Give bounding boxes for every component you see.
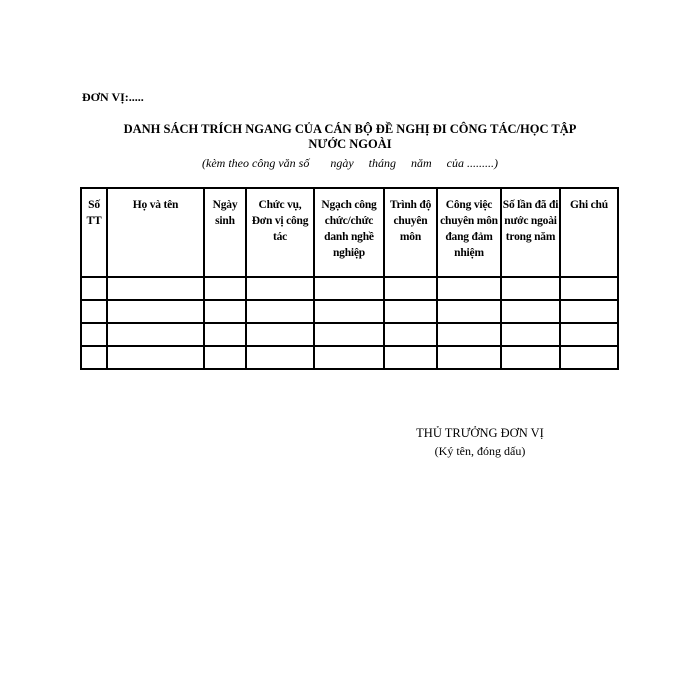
table-cell [314, 277, 384, 300]
table-cell [204, 323, 246, 346]
signature-title: THỦ TRƯỞNG ĐƠN VỊ [416, 426, 544, 440]
table-cell [501, 277, 560, 300]
table-cell [437, 277, 501, 300]
table-header-row [81, 188, 618, 277]
table-cell [246, 300, 314, 323]
table-row [81, 346, 618, 369]
table-cell [501, 300, 560, 323]
table-cell [81, 277, 107, 300]
table-cell [384, 300, 437, 323]
table-cell [246, 277, 314, 300]
table-cell [437, 323, 501, 346]
table-cell [204, 277, 246, 300]
table-row [81, 300, 618, 323]
table-cell [81, 346, 107, 369]
table-cell [314, 346, 384, 369]
table-cell [560, 277, 618, 300]
table-cell [314, 323, 384, 346]
table-cell [204, 346, 246, 369]
title-line-1: DANH SÁCH TRÍCH NGANG CỦA CÁN BỘ ĐỀ NGHỊ ĐI CÔNG TÁC/HỌC TẬP [123, 122, 577, 136]
document-title [80, 122, 620, 152]
title-line-2: NƯỚC NGOÀI [308, 137, 392, 151]
table-cell [384, 323, 437, 346]
signature-note: (Ký tên, đóng dấu) [434, 444, 526, 458]
table-cell [81, 300, 107, 323]
staff-list-table [80, 187, 619, 370]
table-row [81, 323, 618, 346]
table-cell [107, 346, 204, 369]
table-cell [246, 346, 314, 369]
table-cell [81, 323, 107, 346]
col-header-position-unit: Chức vụ, Đơn vị công tác [246, 188, 314, 277]
table-cell [384, 346, 437, 369]
col-header-stt: Số TT [81, 188, 107, 277]
table-cell [384, 277, 437, 300]
col-header-current-work: Công việc chuyên môn đang đảm nhiệm [437, 188, 501, 277]
table-cell [204, 300, 246, 323]
table-cell [501, 323, 560, 346]
col-header-qualification: Trình độ chuyên môn [384, 188, 437, 277]
table-cell [560, 323, 618, 346]
col-header-notes: Ghi chú [560, 188, 618, 277]
table-row [81, 277, 618, 300]
table-cell [107, 323, 204, 346]
table-cell [437, 346, 501, 369]
col-header-date-of-birth: Ngày sinh [204, 188, 246, 277]
table-cell [246, 323, 314, 346]
unit-label: ĐƠN VỊ:..... [82, 90, 144, 104]
table-cell [560, 346, 618, 369]
col-header-civil-service-rank: Ngạch công chức/chức danh nghề nghiệp [314, 188, 384, 277]
col-header-trips-abroad: Số lần đã đi nước ngoài trong năm [501, 188, 560, 277]
document-subtitle: (kèm theo công văn số ngày tháng năm của .........) [202, 156, 498, 170]
table-cell [107, 300, 204, 323]
table-cell [501, 346, 560, 369]
table-cell [437, 300, 501, 323]
col-header-full-name: Họ và tên [107, 188, 204, 277]
table-cell [314, 300, 384, 323]
table-cell [560, 300, 618, 323]
table-cell [107, 277, 204, 300]
